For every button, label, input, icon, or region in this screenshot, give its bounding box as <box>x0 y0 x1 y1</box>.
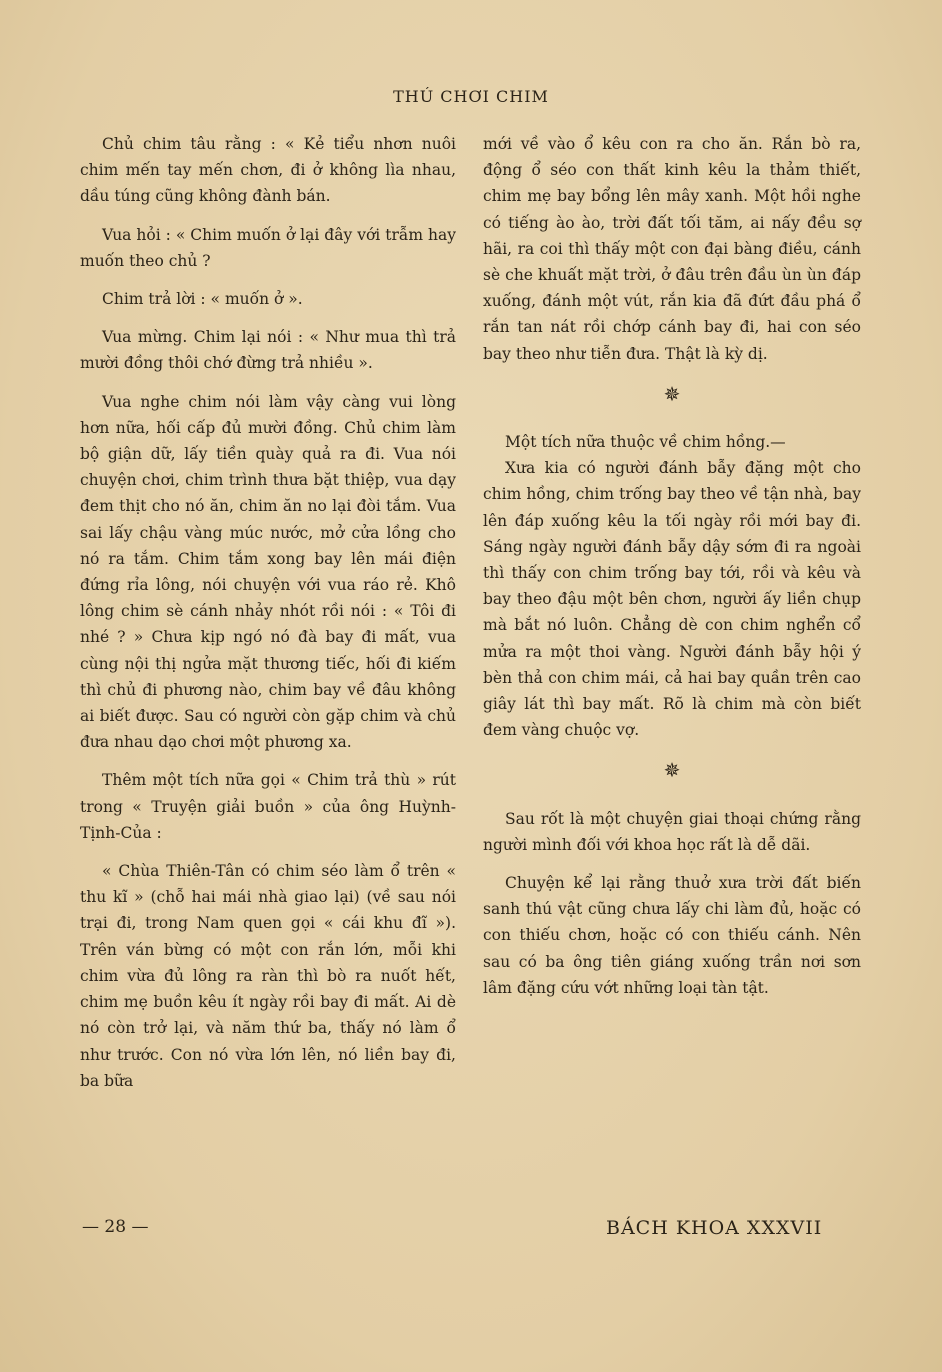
paragraph: Chủ chim tâu rằng : « Kẻ tiểu nhơn nuôi chim mến tay mến chơn, đi ở không lìa nhau, dầu túng cũng không đành bán. <box>80 135 456 206</box>
paragraph: mới về vào ổ kêu con ra cho ăn. Rắn bò ra, động ổ séo con thất kinh kêu la thảm thiết, chim mẹ bay bổng lên mây xanh. Một hồi nghe có tiếng ào ào, trời đất tối tăm, ai nấy đều sợ hãi, ra coi thì thấy một con đại bàng điều, cánh sè che khuất mặt trời, ở đâu trên đầu ùn ùn đáp xuống, đánh một vút, rắn kia đã đứt đầu phá ổ rắn tan nát rồi chớp cánh bay đi, hai con séo bay theo như tiễn đưa. Thật là kỳ dị. <box>483 135 861 363</box>
paragraph: Vua hỏi : « Chim muốn ở lại đây với trẫm hay muốn theo chủ ? <box>80 225 456 270</box>
paragraph: Sau rốt là một chuyện giai thoại chứng rằng người mình đối với khoa học rất là dễ dãi. <box>483 809 861 854</box>
paragraph: « Chùa Thiên-Tân có chim séo làm ổ trên « thu kĩ » (chỗ hai mái nhà giao lại) (về sau nói trại đi, trong Nam quen gọi « cái khu đĩ »). Trên ván bừng có một con rắn lớn, mỗi khi chim vừa đủ lông ra ràn thì bò ra nuốt hết, chim mẹ buồn kêu ít ngày rồi bay đi mất. Ai dè nó còn trở lại, và năm thứ ba, thấy nó làm ổ như trước. Con nó vừa lớn lên, nó liền bay đi, ba bữa <box>80 862 456 1090</box>
paragraph: Chim trả lời : « muốn ở ». <box>102 290 303 309</box>
running-title: THÚ CHƠI CHIM <box>393 87 549 106</box>
left-column <box>80 131 456 1094</box>
star-separator-icon: ✵ <box>663 381 681 406</box>
page-number: — 28 — <box>82 1217 149 1237</box>
star-separator-icon: ✵ <box>663 758 681 783</box>
paragraph: Chuyện kể lại rằng thuở xưa trời đất biến sanh thú vật cũng chưa lấy chi làm đủ, hoặc có con thiếu chơn, hoặc có con thiếu cánh. Nên sau có ba ông tiên giáng xuống trần nơi sơn lâm đặng cứu vớt những loại tàn tật. <box>483 874 861 997</box>
paragraph: Vua nghe chim nói làm vậy càng vui lòng hơn nữa, hối cấp đủ mười đồng. Chủ chim làm bộ giận dữ, lấy tiền quày quả ra đi. Vua nói chuyện chơi, chim trình thưa bặt thiệp, vua dạy đem thịt cho nó ăn, chim ăn no lại đòi tắm. Vua sai lấy chậu vàng múc nước, mở cửa lồng cho nó ra tắm. Chim tắm xong bay lên mái điện đứng rỉa lông, nói chuyện với vua ráo rẻ. Khô lông chim sè cánh nhảy nhót rồi nói : « Tôi đi nhé ? » Chưa kịp ngó nó đà bay đi mất, vua cùng nội thị ngửa mặt thương tiếc, hối đi kiếm thì chủ đi phương nào, chim bay về đâu không ai biết được. Sau có người còn gặp chim và chủ đưa nhau dạo chơi một phương xa. <box>80 392 456 752</box>
paragraph: Thêm một tích nữa gọi « Chim trả thù » rút trong « Truyện giải buồn » của ông Huỳnh-Tịnh-Của : <box>80 771 456 842</box>
right-column <box>483 131 861 1001</box>
paragraph: Xưa kia có người đánh bẫy đặng một cho chim hồng, chim trống bay theo về tận nhà, bay lên đáp xuống kêu la tối ngày rồi mới bay đi. Sáng ngày người đánh bẫy dậy sớm đi ra ngoài thì thấy con chim trống bay tới, rồi và kêu và bay theo đậu một bên chơn, người ấy liền chụp mà bắt nó luôn. Chẳng dè con chim nghển cổ mửa ra một thoi vàng. Người đánh bẫy hội ý bèn thả con chim mái, cả hai bay quần trên cao giây lát thì bay mất. Rõ là chim mà còn biết đem vàng chuộc vợ. <box>483 459 861 740</box>
paragraph: Một tích nữa thuộc về chim hồng.— <box>505 433 786 452</box>
paragraph: Vua mừng. Chim lại nói : « Như mua thì trả mười đồng thôi chớ đừng trả nhiều ». <box>80 328 456 373</box>
magazine-title: BÁCH KHOA XXXVII <box>606 1217 823 1239</box>
